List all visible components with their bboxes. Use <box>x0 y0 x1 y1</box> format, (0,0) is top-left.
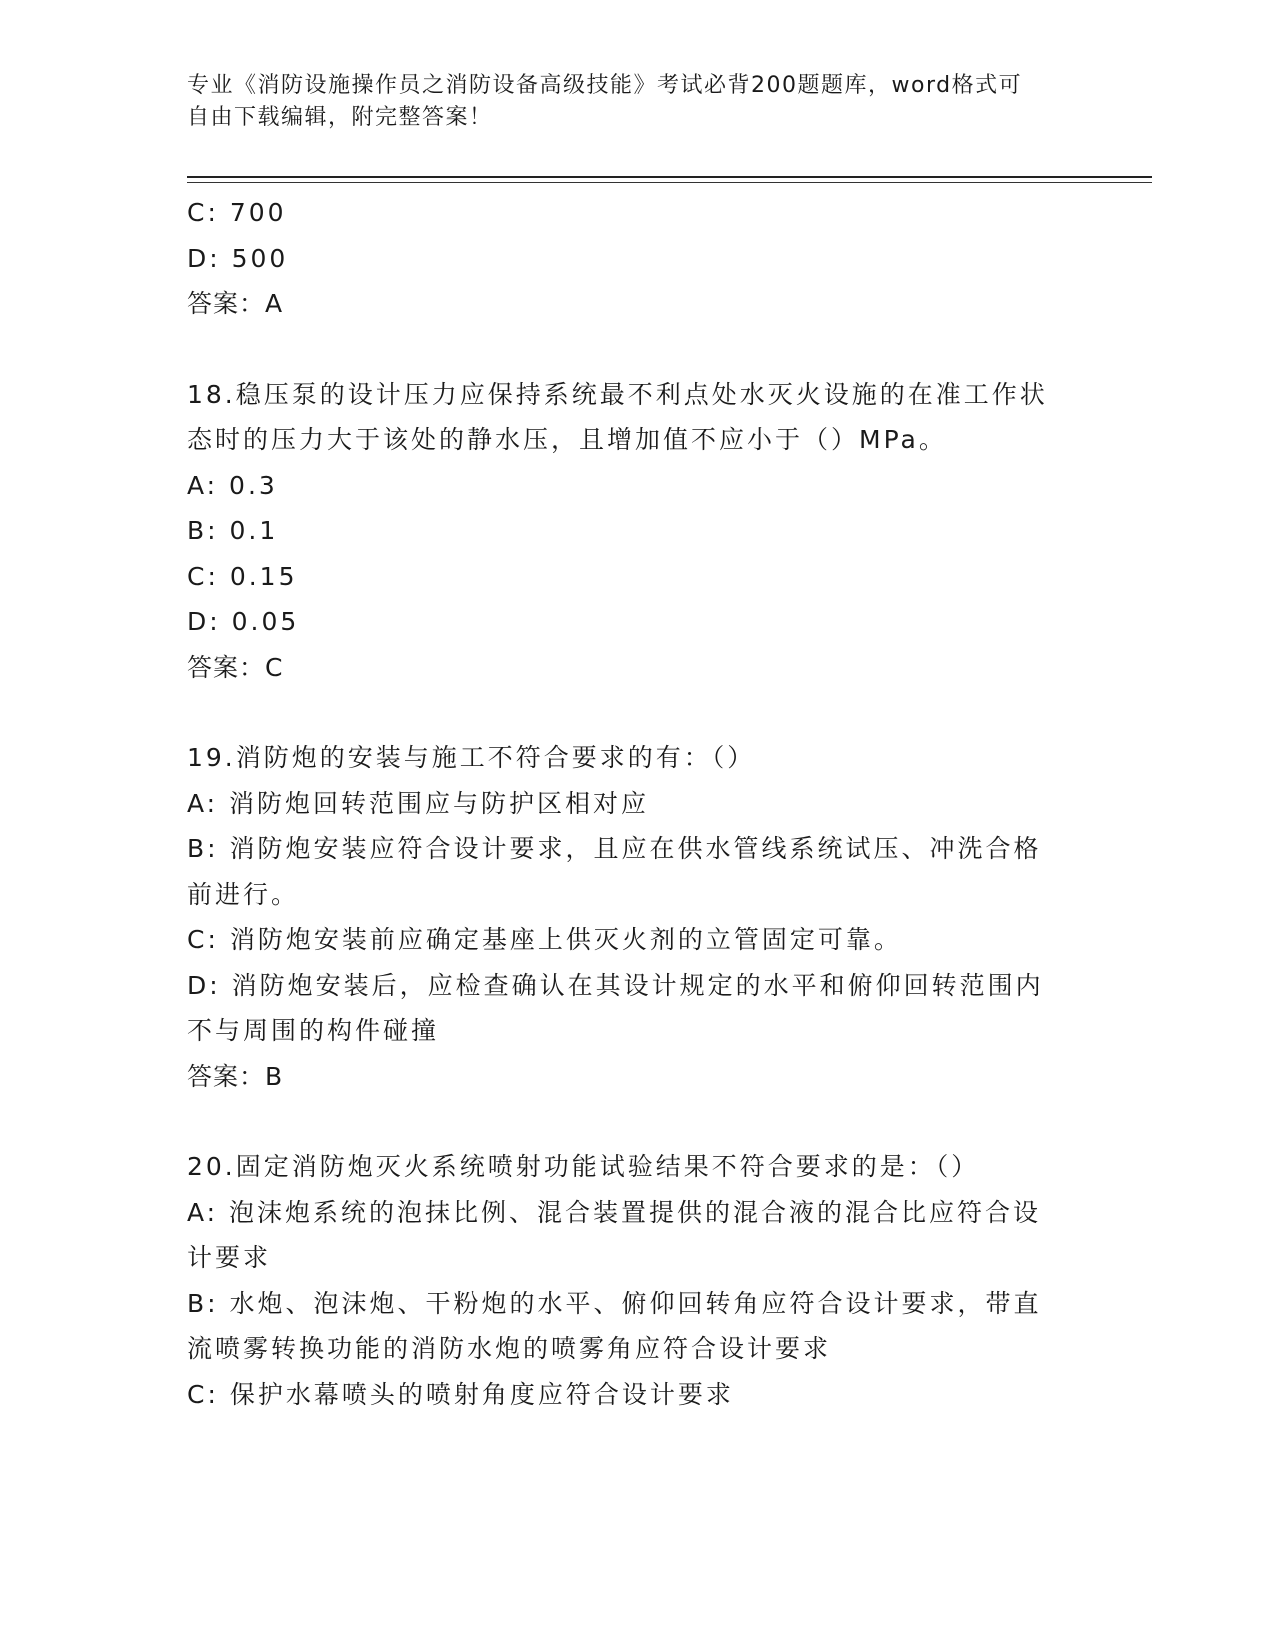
question-stem: 20.固定消防炮灭火系统喷射功能试验结果不符合要求的是：（） <box>187 1152 980 1181</box>
option-c: C: 700 <box>187 198 287 227</box>
answer-line: 答案：C <box>187 652 284 682</box>
option-a-cont: 计要求 <box>187 1243 272 1272</box>
question-stem: 19.消防炮的安装与施工不符合要求的有：（） <box>187 743 756 772</box>
option-b: B: 0.1 <box>187 516 279 545</box>
option-b: B: 水炮、泡沫炮、干粉炮的水平、俯仰回转角应符合设计要求，带直 <box>187 1288 1042 1318</box>
option-c: C: 消防炮安装前应确定基座上供灭火剂的立管固定可靠。 <box>187 925 902 954</box>
option-b: B: 消防炮安装应符合设计要求，且应在供水管线系统试压、冲洗合格 <box>187 834 1042 863</box>
option-c: C: 0.15 <box>187 561 298 591</box>
option-d: D: 500 <box>187 243 289 273</box>
option-b-cont: 流喷雾转换功能的消防水炮的喷雾角应符合设计要求 <box>187 1334 832 1363</box>
option-d-cont: 不与周围的构件碰撞 <box>187 1016 440 1045</box>
question-17-tail <box>187 190 1067 327</box>
header-divider-thin <box>187 182 1152 183</box>
header-divider-thick <box>187 176 1152 178</box>
answer-line: 答案：A <box>187 289 284 318</box>
option-a: A: 泡沫炮系统的泡抹比例、混合装置提供的混合液的混合比应符合设 <box>187 1197 1042 1227</box>
header-line-2: 自由下载编辑，附完整答案！ <box>187 105 493 130</box>
question-stem-cont: 态时的压力大于该处的静水压，且增加值不应小于（）MPa。 <box>187 425 947 454</box>
question-18 <box>187 372 1067 691</box>
option-a: A: 消防炮回转范围应与防护区相对应 <box>187 788 650 818</box>
question-stem: 18.稳压泵的设计压力应保持系统最不利点处水灭火设施的在准工作状 <box>187 379 1048 409</box>
question-19 <box>187 735 1067 1099</box>
option-a: A: 0.3 <box>187 470 278 500</box>
question-20 <box>187 1144 1067 1417</box>
option-c: C: 保护水幕喷头的喷射角度应符合设计要求 <box>187 1379 734 1409</box>
header-line-1: 专业《消防设施操作员之消防设备高级技能》考试必背200题题库，word格式可 <box>187 73 1023 98</box>
page-header <box>187 70 1067 134</box>
option-b-cont: 前进行。 <box>187 879 300 909</box>
answer-line: 答案：B <box>187 1061 284 1091</box>
option-d: D: 0.05 <box>187 607 300 636</box>
option-d: D: 消防炮安装后，应检查确认在其设计规定的水平和俯仰回转范围内 <box>187 970 1044 1000</box>
document-body <box>187 190 1067 1417</box>
